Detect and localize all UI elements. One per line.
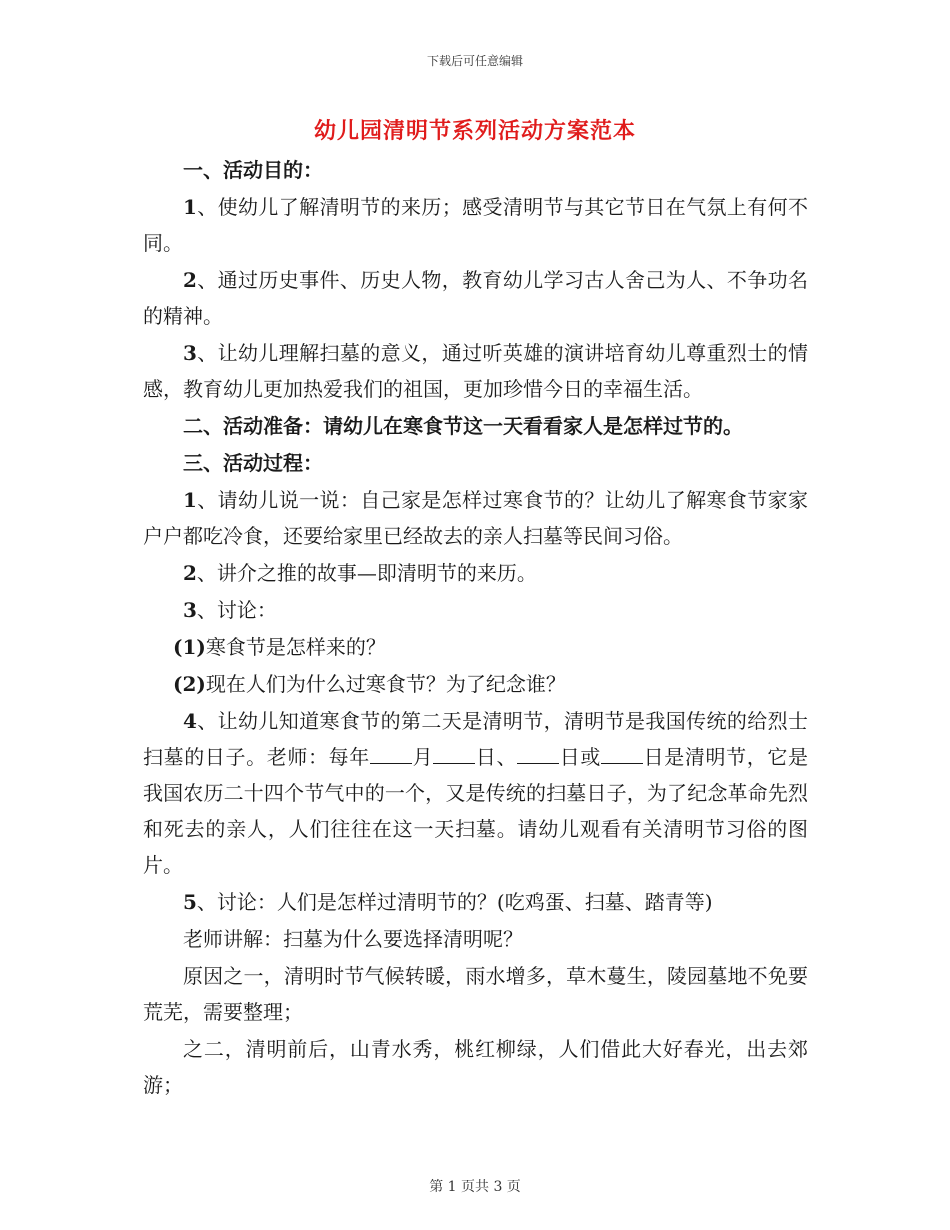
paragraph: 老师讲解：扫墓为什么要选择清明呢？	[183, 927, 523, 951]
document-body	[143, 152, 808, 1104]
blank-line	[433, 741, 475, 764]
item-number: 2	[183, 268, 197, 292]
section-heading-process: 三、活动过程：	[183, 451, 323, 475]
page-footer: 第 1 页共 3 页	[429, 1179, 521, 1195]
item-text: 日、	[475, 745, 518, 769]
paragraph	[143, 335, 808, 407]
sub-number: (2)	[173, 672, 206, 696]
item-number: 4	[183, 709, 197, 733]
blank-line	[517, 741, 559, 764]
paragraph	[143, 884, 808, 920]
sub-question	[143, 666, 808, 702]
sub-question	[143, 629, 808, 665]
paragraph: 之二，清明前后，山青水秀，桃红柳绿，人们借此大好春光，出去郊游；	[143, 1037, 808, 1097]
paragraph	[143, 189, 808, 261]
item-text: 、使幼儿了解清明节的来历；感受清明节与其它节日在气氛上有何不同。	[143, 195, 808, 255]
sub-number: (1)	[173, 635, 206, 659]
item-text: 日或	[559, 745, 601, 769]
document-title: 幼儿园清明节系列活动方案范本	[313, 118, 636, 144]
item-text: 、通过历史事件、历史人物，教育幼儿学习古人舍己为人、不争功名的精神。	[143, 268, 808, 328]
item-text: 、让幼儿知道寒食节的第二天是清明节，清明节是我国传统的给烈士扫墓的日子。老师：每年	[143, 709, 808, 769]
page-header: 下载后可任意编辑	[426, 54, 523, 68]
blank-line	[370, 741, 412, 764]
item-text: 、让幼儿理解扫墓的意义，通过听英雄的演讲培育幼儿尊重烈士的情感，教育幼儿更加热爱我们的祖国，更加珍惜今日的幸福生活。	[143, 341, 808, 401]
item-text: 、讲介之推的故事—即清明节的来历。	[196, 561, 537, 585]
item-number: 1	[183, 488, 197, 512]
blank-line	[601, 741, 643, 764]
section-heading-purpose: 一、活动目的：	[183, 158, 323, 182]
item-text: 、请幼儿说一说：自己家是怎样过寒食节的？让幼儿了解寒食节家家户户都吃冷食，还要给家里已经故去的亲人扫墓等民间习俗。	[143, 488, 808, 548]
item-number: 1	[183, 195, 197, 219]
item-number: 5	[183, 890, 197, 914]
paragraph: 原因之一，清明时节气候转暖，雨水增多，草木蔓生，陵园墓地不免要荒芜，需要整理；	[143, 964, 808, 1024]
item-text: 、讨论：人们是怎样过清明节的？(吃鸡蛋、扫墓、踏青等)	[196, 890, 713, 914]
item-number: 3	[183, 598, 197, 622]
sub-text: 现在人们为什么过寒食节？为了纪念谁？	[205, 672, 566, 696]
paragraph	[143, 262, 808, 334]
item-text: 月	[411, 745, 434, 769]
item-text: 、讨论：	[196, 598, 277, 622]
item-text: 日是清明节，它是我国农历二十四个节气中的一个，又是传统的扫墓日子，为了纪念革命先烈和死去的亲人，人们往往在这一天扫墓。请幼儿观看有关清明节习俗的图片。	[143, 745, 809, 877]
item-number: 3	[183, 341, 197, 365]
section-heading-preparation: 二、活动准备：请幼儿在寒食节这一天看看家人是怎样过节的。	[183, 414, 743, 438]
paragraph	[143, 703, 808, 883]
item-number: 2	[183, 561, 197, 585]
paragraph	[143, 482, 808, 554]
paragraph	[143, 592, 808, 628]
paragraph	[143, 555, 808, 591]
sub-text: 寒食节是怎样来的？	[205, 635, 386, 659]
